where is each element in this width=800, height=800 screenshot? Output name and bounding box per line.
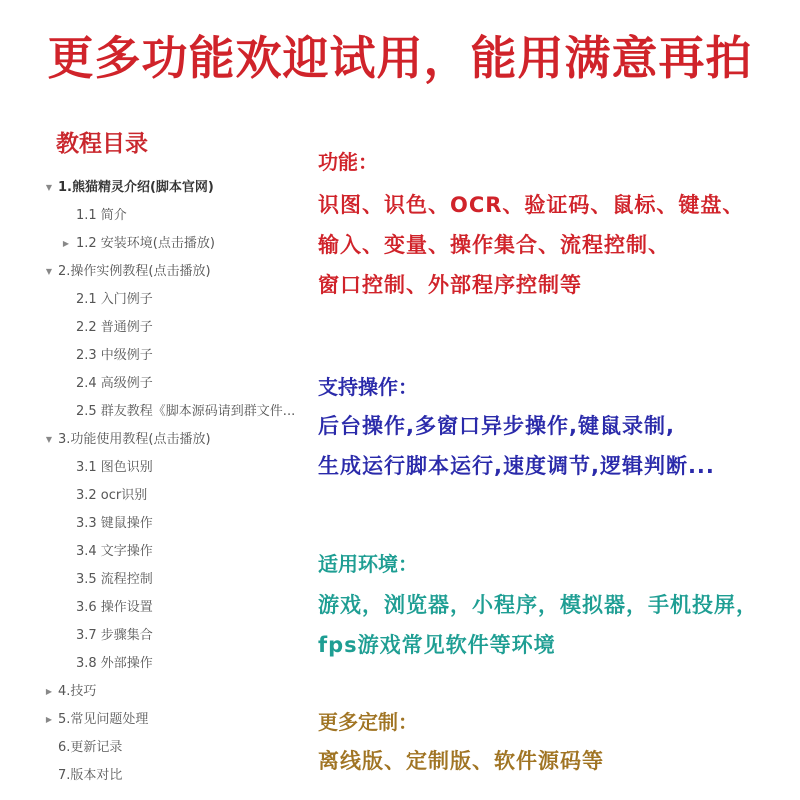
features-line: 输入、变量、操作集合、流程控制、 [318,233,670,257]
toc-item[interactable] [0,342,310,370]
operations-section [318,372,800,486]
toc-item-label: 2.2 普通例子 [76,320,153,335]
environment-line: 游戏，浏览器，小程序，模拟器，手机投屏， [318,593,758,617]
operations-line: 后台操作,多窗口异步操作,键鼠录制, [318,414,675,438]
toc-title: 教程目录 [56,131,148,157]
toc-item-label: 5.常见问题处理 [58,712,149,727]
toc-item[interactable] [0,734,310,762]
custom-line: 离线版、定制版、软件源码等 [318,749,604,773]
toc-item[interactable] [0,398,310,426]
toc-item-label: 3.5 流程控制 [76,572,153,587]
toc-item-label: 3.7 步骤集合 [76,628,153,643]
caret-right-icon[interactable]: ▶ [62,239,70,248]
toc-item[interactable] [0,594,310,622]
toc-tree [0,174,310,790]
toc-item[interactable] [0,706,310,734]
operations-heading: 支持操作： [318,375,418,399]
toc-item-label: 4.技巧 [58,684,97,699]
toc-item-label: 3.8 外部操作 [76,656,153,671]
toc-item[interactable] [0,174,310,202]
environment-section [318,549,800,665]
toc-item[interactable] [0,510,310,538]
toc-item-label: 6.更新记录 [58,740,123,755]
features-section [318,147,800,305]
caret-down-icon[interactable]: ▼ [45,435,53,444]
toc-item[interactable] [0,202,310,230]
toc-item-label: 2.1 入门例子 [76,292,153,307]
toc-item[interactable] [0,538,310,566]
operations-line: 生成运行脚本运行,速度调节,逻辑判断... [318,454,715,478]
toc-item[interactable] [0,258,310,286]
caret-right-icon[interactable]: ▶ [45,687,53,696]
toc-item-label: 3.6 操作设置 [76,600,153,615]
toc-item-label: 3.功能使用教程(点击播放) [58,432,211,447]
toc-item[interactable] [0,454,310,482]
toc-item-label: 3.2 ocr识别 [76,488,148,503]
toc-item[interactable] [0,370,310,398]
toc-item[interactable] [0,678,310,706]
environment-heading: 适用环境： [318,552,418,576]
features-line: 识图、识色、OCR、验证码、鼠标、键盘、 [318,193,745,217]
toc-item[interactable] [0,426,310,454]
toc-item[interactable] [0,230,310,258]
caret-right-icon[interactable]: ▶ [45,715,53,724]
toc-item-label: 3.3 键鼠操作 [76,516,153,531]
toc-item-label: 1.1 简介 [76,208,127,223]
toc-item-label: 7.版本对比 [58,768,123,783]
toc-item-label: 3.4 文字操作 [76,544,153,559]
features-line: 窗口控制、外部程序控制等 [318,273,582,297]
toc-item-label: 2.5 群友教程《脚本源码请到群文件... [76,404,296,419]
toc-item-label: 1.熊猫精灵介绍(脚本官网) [58,180,214,195]
toc-item[interactable] [0,762,310,790]
toc-item[interactable] [0,622,310,650]
toc-item[interactable] [0,286,310,314]
toc-item-label: 2.4 高级例子 [76,376,153,391]
custom-heading: 更多定制： [318,710,418,734]
toc-item-label: 2.操作实例教程(点击播放) [58,264,211,279]
custom-section [318,707,800,781]
caret-down-icon[interactable]: ▼ [45,267,53,276]
caret-down-icon[interactable]: ▼ [45,183,53,192]
toc-item-label: 3.1 图色识别 [76,460,153,475]
features-heading: 功能： [318,150,378,174]
promo-banner: 更多功能欢迎试用，能用满意再拍 [47,31,753,85]
environment-line: fps游戏常见软件等环境 [318,633,556,657]
toc-item-label: 2.3 中级例子 [76,348,153,363]
toc-item[interactable] [0,566,310,594]
toc-item-label: 1.2 安装环境(点击播放) [76,236,215,251]
toc-item[interactable] [0,650,310,678]
toc-item[interactable] [0,482,310,510]
toc-item[interactable] [0,314,310,342]
